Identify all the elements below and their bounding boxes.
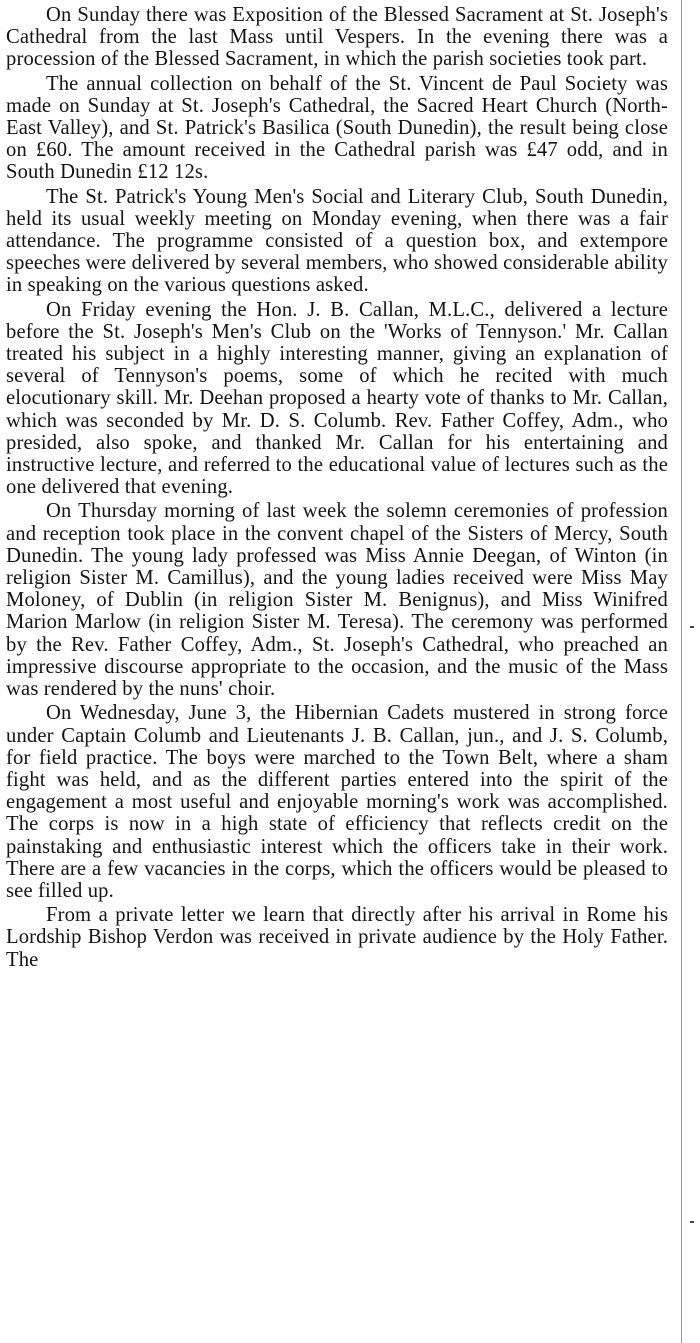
newspaper-column bbox=[6, 4, 668, 973]
paragraph-collection: The annual collection on behalf of the St. Vincent de Paul Society was made on Sunday at St. Joseph's Cathedral, the Sacred Heart Church (North-East Valley), and St. Patrick's Basilica (South Dunedin), the result being close on £60. The amount received in the Cathedral parish was £47 odd, and in South Dunedin £12 12s. bbox=[6, 72, 668, 184]
paragraph-convent-profession: On Thursday morning of last week the solemn ceremonies of profession and reception took place in the convent chapel of the Sisters of Mercy, South Dunedin. The young lady professed was Miss Annie Deegan, of Winton (in religion Sister M. Camillus), and the young ladies received were Miss May Moloney, of Dublin (in religion Sister M. Benignus), and Miss Winifred Marion Marlow (in religion Sister M. Teresa). The ceremony was performed by the Rev. Father Coffey, Adm., St. Joseph's Cathedral, who preached an impressive discourse appropriate to the occasion, and the music of the Mass was rendered by the nuns' choir. bbox=[6, 500, 668, 701]
print-speck bbox=[690, 626, 694, 628]
column-rule bbox=[681, 0, 682, 1343]
print-speck bbox=[690, 1221, 694, 1223]
paragraph-club-meeting: The St. Patrick's Young Men's Social and Literary Club, South Dunedin, held its usual weekly meeting on Monday evening, when there was a fair attendance. The programme consisted of a question box, and extempore speeches were delivered by several members, who showed considerable ability in speaking on the various questions asked. bbox=[6, 185, 669, 297]
paragraph-exposition: On Sunday there was Exposition of the Blessed Sacrament at St. Joseph's Cathedral from the last Mass until Vespers. In the evening there was a procession of the Blessed Sacrament, in which the parish societies took part. bbox=[6, 4, 668, 71]
paragraph-hibernian-cadets: On Wednesday, June 3, the Hibernian Cadets mustered in strong force under Captain Columb and Lieutenants J. B. Callan, jun., and J. S. Columb, for field practice. The boys were marched to the Town Belt, where a sham fight was held, and as the different parties entered into the spirit of the engagement a most useful and enjoyable morning's work was accomplished. The corps is now in a high state of efficiency that reflects credit on the painstaking and enthusiastic interest which the officers take in their work. There are a few vacancies in the corps, which the officers would be pleased to see filled up. bbox=[6, 702, 668, 902]
paragraph-bishop-verdon: From a private letter we learn that directly after his arrival in Rome his Lordship Bishop Verdon was received in private audience by the Holy Father. The bbox=[6, 904, 668, 971]
paragraph-tennyson-lecture: On Friday evening the Hon. J. B. Callan, M.L.C., delivered a lecture before the St. Joseph's Men's Club on the 'Works of Tennyson.' Mr. Callan treated his subject in a highly interesting manner, giving an explanation of several of Tennyson's poems, some of which he recited with much elocutionary skill. Mr. Deehan proposed a hearty vote of thanks to Mr. Callan, which was seconded by Mr. D. S. Columb. Rev. Father Coffey, Adm., who presided, also spoke, and thanked Mr. Callan for his entertaining and instructive lecture, and referred to the educational value of lectures such as the one delivered that evening. bbox=[6, 298, 668, 499]
